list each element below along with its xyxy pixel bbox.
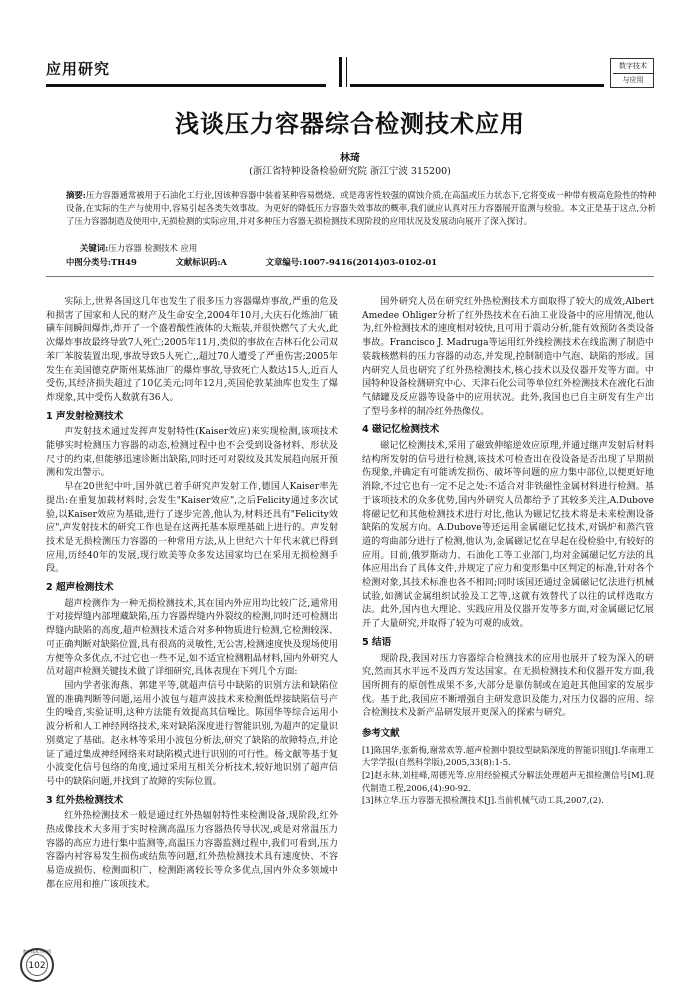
abstract <box>66 189 656 228</box>
article-author: 林琦 <box>340 153 360 164</box>
left-column <box>46 296 338 893</box>
header-divider <box>339 57 342 87</box>
section-2-heading: 2 超声检测技术 <box>46 582 114 594</box>
reference-item: [3]林立华.压力容器无损检测技术[J].当前机械气动工具,2007,(2). <box>362 795 604 806</box>
document-code <box>175 257 226 267</box>
abstract-text: 压力容器通常被用于石油化工行业,因该种容器中装着某种容易燃烧、或是毒害性较强的腐蚀介质,在高温或压力状态下,它将变成一种带有极高危险性的特种设备,在实际的生产与使用中,容易引起各类失效事故。为更好的降低压力容器失效事故的概率,我们就应认真对压力容器展开监测与检验。本文正是基于这点,分析了压力容器制造及使用中,无损检测的实际应用,并对多种压力容器无损检测技术现阶段的应用状况及发展动向展开了深入探讨。 <box>66 190 656 226</box>
badge-text: 数字技术与应用 <box>23 949 51 954</box>
section-label: 应用研究 <box>46 60 111 78</box>
article-title: 浅谈压力容器综合检测技术应用 <box>175 110 525 138</box>
page-number: 102 <box>26 954 48 976</box>
logo-top-text: 数字技术 <box>613 61 653 74</box>
section-3-heading: 3 红外热检测技术 <box>46 794 124 806</box>
section-5-paragraph-1: 现阶段,我国对压力容器综合检测技术的应用也展开了较为深入的研究,然而其水平远不及西方发达国家。在无损检测技术和仪器开发方面,我国所拥有的原创性成果不多,大部分是靠仿制或在追赶其他国家的发展步伐。基于此,我国应不断增强自主研发意识及能力,对压力仪器的应用、综合检测技术及新产品研发展开更深入的探索与研究。 <box>362 653 654 719</box>
keywords-text: 压力容器 检测技术 应用 <box>108 243 198 253</box>
section-1-paragraph-1: 声发射技术通过发挥声发射特性(Kaiser效应)来实现检测,该项技术能够实时检测压力容器的动态,检测过程中也不会受到设备材料、形状及尺寸的约束,但能够迅速诊断出缺陷,同时还可对裂纹及其发展趋向展开预测和发出警示。 <box>46 427 338 479</box>
right-column <box>362 296 654 807</box>
reference-item: [1]陈国华,张新梅,谢常欢等.超声检测中裂纹型缺陷深度的智能识别[J].华南理工大学学报(自然科学版),2005,33(8):1-5. <box>362 744 654 768</box>
logo-bottom-text: 与应用 <box>622 76 644 84</box>
document-code-label: 文献标识码: <box>175 257 221 267</box>
section-4-heading: 4 磁记忆检测技术 <box>362 424 440 436</box>
header-rule-right <box>350 84 604 87</box>
abstract-divider <box>46 276 654 277</box>
page-number-badge <box>20 948 54 982</box>
keywords <box>80 242 197 254</box>
section-2-paragraph-1: 超声检测作为一种无损检测技术,其在国内外应用均比较广泛,通常用于对接焊缝内部埋藏缺陷,压力容器焊缝内外裂纹的检测,同时还可检测出焊缝内缺陷的高度,超声检测技术适合对多种物质进行检测,它检测较深、可正确判断对缺陷位置,具有很高的灵敏性,无公害,检测速度快及现场使用方便等众多优点,不过它也一些不足,如不适宜检测粗晶材料,国内外研究人员对超声检测关键技术做了详细研究,具体表现在下列几个方面: <box>46 598 338 678</box>
classification-label: 中图分类号: <box>66 257 111 267</box>
header-rule-left <box>46 84 326 87</box>
classification <box>66 257 137 267</box>
section-5-heading: 5 结语 <box>362 636 392 648</box>
article-affiliation: (浙江省特种设备检验研究院 浙江宁波 315200) <box>249 166 451 177</box>
section-4-paragraph-1: 磁记忆检测技术,采用了磁致伸缩逆效应原理,并通过继声发射后材料结构所发射的信号进行检测,该技术可检查出在役设备是否出现了早期损伤现象,并确定有可能诱发损伤、破坏等问题的应力集中部位,以便更好地消除,不过它也有一定不足之处:不适合对非铁磁性金属材料进行检测。基于该项技术的众多优势,国内外研究人员都给予了其较多关注,A.Dubove将磁记忆和其他检测技术进行对比,他认为磁记忆技术将是未来检测设备缺陷的发展方向。A.Dubove等还运用金属磁记忆技术,对锅炉和蒸汽管道的弯曲部分进行了检测,他认为,金属磁记忆在早起在役检验中,有较好的应用。目前,俄罗斯动力、石油化工等工业部门,均对金属磁记忆方法的具体应用出台了具体文件,并规定了应力和变形集中区判定的标准,针对各个检测对象,其技术标准也各不相同;同时该国还通过金属磁记忆法进行机械试验,如测试金属组织试验及工艺等,这就有效替代了以往的试样选取方法。此外,国内也大理论、实践应用及仪器开发等多方面,对金属磁记忆展开了大量研究,并取得了较为可观的成效。 <box>362 441 654 630</box>
journal-logo <box>610 58 654 88</box>
section-3-paragraph-1: 红外热检测技术一般是通过红外热辐射特性来检测设备,现阶段,红外热成像技术大多用于实时检测高温压力容器热传导状况,或是对常温压力容器的高应力进行集中监测等,高温压力容器监测过程中,我们可看到,压力容器内衬容易发生损伤或结焦等问题,红外热检测技术具有速度快、不容易造成损伤、检测面积广、检测距离较长等众多优点,国内外众多领域中都在应用和推广该项技术。 <box>46 811 338 890</box>
article-number-value: 1007-9416(2014)03-0102-01 <box>302 257 438 267</box>
section-1-heading: 1 声发射检测技术 <box>46 410 124 422</box>
page-header <box>0 0 700 92</box>
abstract-label: 摘要: <box>66 190 86 200</box>
header-divider-thin <box>346 57 347 87</box>
section-1-paragraph-2: 早在20世纪中叶,国外就已着手研究声发射工作,德国人Kaiser率先提出:在重复加载材料时,会发生"Kaiser效应",之后Felicity通过多次试验,以Kaiser效应为基础,进行了逐步完善,他认为,材料还具有"Felicity效应",声发射技术的研究工作也是在这两托基本原理基础上进行的。声发射技术是无损检测压力容器的一种常用方法,从上世纪六十年代末就已得到应用,历经40年的发展,现行欧美等众多发达国家均已在采用无损检测手段。 <box>46 482 338 575</box>
article-number-label: 文章编号: <box>265 257 303 267</box>
article-number <box>266 257 438 267</box>
section-3-paragraph-2: 国外研究人员在研究红外热检测技术方面取得了较大的成效,Albert Amedee Ohliger分析了红外热技术在石油工业设备中的应用情况,他认为,红外检测技术的速度相对较快,且可用于震动分析,能有效预防各类设备事故。Francisco J. Madruga等运用红外线检测技术在线监测了制造中装载核燃料的压力容器的动态,并发现,控制制造中气泡、缺陷的形成。国内研究人员也研究了红外热检测技术,核心技术以及仪器开发等方面。中国特种设备检测研究中心、天津石化公司等单位红外检测技术在液化石油气储罐及反应器等设备中的应用状况。此外,我国也已自主研发有生产出了型号多样的制冷红外热像仪。 <box>362 297 654 417</box>
document-code-value: A <box>220 257 227 267</box>
reference-item: [2]赵永林,刘桂峰,周德光等.应用经验模式分解法处理超声无损检测信号[M].现代制造工程,2006,(4):90-92. <box>362 769 654 793</box>
classification-value: TH49 <box>110 257 137 267</box>
keywords-label: 关键词: <box>80 243 109 253</box>
section-2-paragraph-2: 国内学者张海燕、郭建平等,就超声信号中缺陷的识别方法和缺陷位置的准确判断等问题,运用小波包与超声波技术来检测低焊接缺陷信号产生的噪音,实验证明,这种方法能有效提高其信噪比。陈国华等综合运用小波分析和人工神经网络技术,来对缺陷深度进行智能识别,为超声的定量识别奠定了基础。赵永林等采用小波包分析法,研究了缺陷的故障特点,并论证了通过集成神经网络来对缺陷模式进行识别的可行性。杨文献等基于复小波变化信号包络的角度,通过采用互相关分析技术,较好地识别了超声信号中的缺陷问题,并找到了故障的实际位置。 <box>46 680 338 787</box>
intro-paragraph: 实际上,世界各国这几年也发生了很多压力容器爆炸事故,严重的危及和损害了国家和人民的财产及生命安全,2004年10月,大庆石化炼油厂硫磺车间瞬间爆炸,炸开了一个盛着酸性液体的大瓶装,并很快燃气了大火,此次爆炸事故最终导致7人死亡;2005年11月,类似的事故在吉林石化公司双苯厂苯胺装置出现,事故导致5人死亡,,超过70人遭受了严重伤害;2005年发生在美国德克萨斯州某炼油厂的爆炸事故,导致死亡人数达15人,近百人受伤,其经济损失超过了10亿美元;同年12月,英国伦敦某油库也发生了爆炸现象,其中受伤人数就有36人。 <box>46 297 338 403</box>
references-heading: 参考文献 <box>362 728 400 740</box>
article-metadata <box>66 256 656 268</box>
